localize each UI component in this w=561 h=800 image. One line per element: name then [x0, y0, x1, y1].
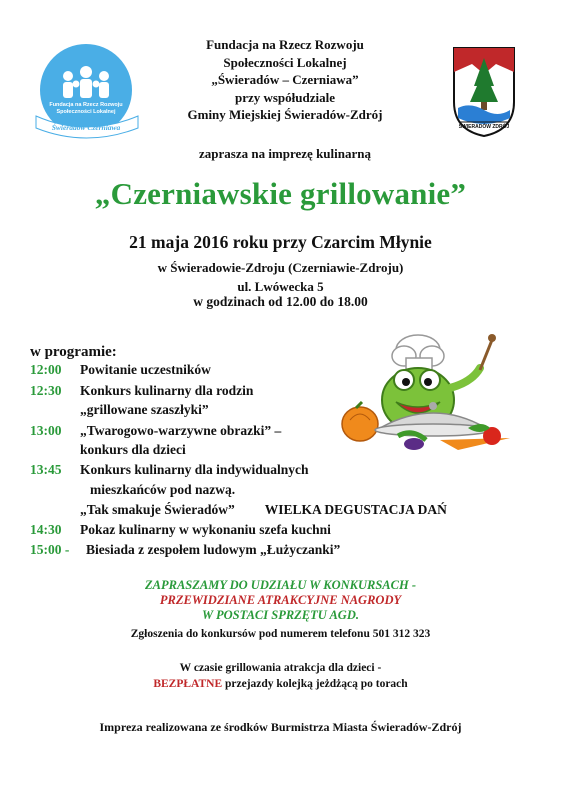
registration-info: Zgłoszenia do konkursów pod numerem telefonu 501 312 323	[130, 628, 431, 640]
event-date: 21 maja 2016 roku przy Czarcim Młynie	[129, 232, 432, 252]
footer-sponsor: Impreza realizowana ze środków Burmistrza Miasta Świeradów-Zdrój	[99, 720, 462, 734]
organizer-line: przy współudziale	[234, 89, 336, 105]
cta-line: ZAPRASZAMY DO UDZIAŁU W KONKURSACH -	[145, 578, 416, 592]
program-text-cont: mieszkańców pod nazwą.	[90, 482, 236, 497]
program-text: Powitanie uczestników	[80, 362, 211, 377]
program-row	[30, 383, 253, 399]
program-text-cont: konkurs dla dzieci	[80, 442, 186, 457]
cta-line: PRZEWIDZIANE ATRAKCYJNE NAGRODY	[159, 593, 402, 607]
organizer-line: Gminy Miejskiej Świeradów-Zdrój	[187, 107, 383, 122]
kids-line	[0, 676, 561, 692]
program-text-cont	[80, 502, 447, 518]
program-text: „Tak smakuje Świeradów”	[80, 502, 235, 517]
program-time: 14:30	[30, 522, 62, 537]
program-text: „Twarogowo-warzywne obrazki” –	[80, 423, 282, 438]
program-heading: w programie:	[30, 344, 117, 360]
program-text: Konkurs kulinarny dla indywidualnych	[80, 462, 309, 477]
free-label: BEZPŁATNE	[153, 678, 223, 690]
invite-text: zaprasza na imprezę kulinarną	[198, 146, 371, 161]
event-title: „Czerniawskie grillowanie”	[94, 176, 467, 211]
program-row	[30, 522, 331, 538]
place-line: w Świeradowie-Zdroju (Czerniawie-Zdroju)	[157, 260, 404, 275]
kids-attraction	[0, 660, 561, 692]
program-text: Biesiada z zespołem ludowym „Łużyczanki”	[86, 542, 341, 557]
program-text: Konkurs kulinarny dla rodzin	[80, 383, 254, 398]
frog-chef-illustration	[340, 328, 530, 463]
program-time: 13:45	[30, 462, 62, 477]
organizer-line: Społeczności Lokalnej	[223, 54, 347, 70]
program-row	[30, 462, 308, 478]
organizer-line: Fundacja na Rzecz Rozwoju	[206, 37, 364, 52]
svg-text:ŚWIERADÓW ZDRÓJ: ŚWIERADÓW ZDRÓJ	[458, 124, 510, 130]
event-hours: w godzinach od 12.00 do 18.00	[193, 294, 368, 309]
kids-line-rest: przejazdy kolejką jeżdżącą po torach	[222, 678, 408, 690]
svg-text:Fundacja na Rzecz Rozwoju: Fundacja na Rzecz Rozwoju	[49, 102, 123, 108]
place-line: ul. Lwówecka 5	[237, 279, 324, 294]
contest-invitation	[0, 578, 561, 623]
event-place	[0, 258, 561, 296]
program-row	[30, 362, 211, 378]
town-coat-of-arms	[452, 46, 516, 138]
svg-text:Świeradów Czerniawa: Świeradów Czerniawa	[51, 123, 121, 132]
organizer-block	[150, 36, 420, 124]
degustation-text: WIELKA DEGUSTACJA DAŃ	[264, 502, 447, 517]
program-text: Pokaz kulinarny w wykonaniu szefa kuchni	[80, 522, 331, 537]
program-text-cont: „grillowane szaszłyki”	[80, 402, 209, 417]
organizer-line: „Świeradów – Czerniawa”	[211, 72, 359, 87]
foundation-logo	[28, 42, 146, 142]
program-time: 12:00	[30, 362, 62, 377]
svg-text:Społeczności Lokalnej: Społeczności Lokalnej	[56, 109, 116, 115]
cta-line: W POSTACI SPRZĘTU AGD.	[202, 608, 359, 622]
kids-line: W czasie grillowania atrakcja dla dzieci -	[179, 662, 382, 674]
program-time: 13:00	[30, 423, 62, 438]
program-time: 12:30	[30, 383, 62, 398]
program-time: 15:00 -	[30, 542, 70, 557]
program-row	[30, 423, 281, 439]
program-row	[30, 542, 340, 558]
